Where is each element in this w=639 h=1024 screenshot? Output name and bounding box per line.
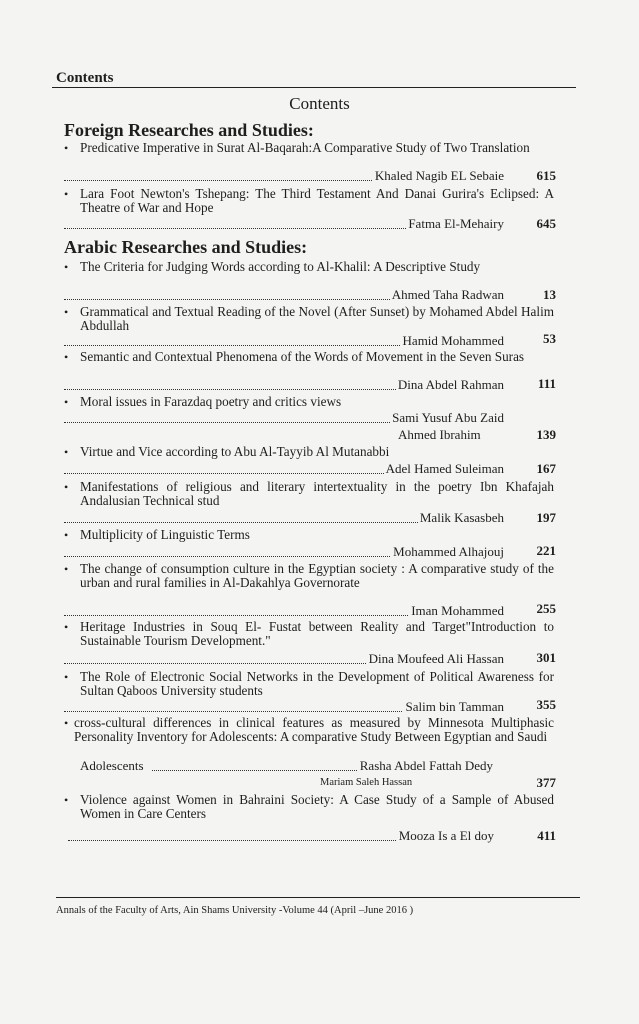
bullet-icon: • <box>64 187 69 201</box>
entry-author: Khaled Nagib EL Sebaie <box>374 168 504 183</box>
bullet-icon: • <box>64 716 69 730</box>
toc-entry <box>64 395 554 409</box>
entry-title: Virtue and Vice according to Abu Al-Tayyib Al Mutanabbi <box>80 444 390 459</box>
toc-entry <box>64 445 554 459</box>
entry-title: The Criteria for Judging Words according to Al-Khalil: A Descriptive Study <box>80 259 481 274</box>
toc-entry <box>64 350 554 364</box>
entry-page: 301 <box>536 650 556 665</box>
entry-page: 53 <box>543 331 556 346</box>
entry-author: Ahmed Taha Radwan <box>391 287 504 302</box>
toc-entry <box>64 260 554 274</box>
entry-second-author: Mariam Saleh Hassan <box>320 777 413 788</box>
header-rule <box>52 87 576 88</box>
section-heading-arabic: Arabic Researches and Studies: <box>64 237 308 257</box>
entry-author: Dina Abdel Rahman <box>397 377 504 392</box>
entry-author: Iman Mohammed <box>411 603 504 618</box>
entry-title: Manifestations of religious and literary intertextuality in the poetry Ibn Khafajah Andalusian Technical stud <box>80 479 554 508</box>
toc-entry <box>64 480 554 508</box>
entry-leader <box>64 216 504 231</box>
entry-page: 645 <box>536 216 556 231</box>
entry-page: 615 <box>536 168 556 183</box>
entry-author: Dina Moufeed Ali Hassan <box>368 651 504 666</box>
toc-entry <box>64 528 554 542</box>
bullet-icon: • <box>64 528 69 542</box>
entry-title: Predicative Imperative in Surat Al-Baqarah:A Comparative Study of Two Translation <box>80 140 530 155</box>
entry-leader <box>68 828 494 843</box>
entry-page: 411 <box>537 828 556 843</box>
bullet-icon: • <box>64 260 69 274</box>
entry-page: 355 <box>536 697 556 712</box>
entry-leader <box>64 461 504 476</box>
bullet-icon: • <box>64 445 69 459</box>
entry-page: 377 <box>536 775 556 790</box>
toc-entry <box>64 793 554 821</box>
entry-leader <box>64 410 504 425</box>
entry-title: Moral issues in Farazdaq poetry and critics views <box>80 394 342 409</box>
page-title: Contents <box>289 94 350 113</box>
entry-page: 111 <box>537 376 556 391</box>
entry-page: 197 <box>536 510 556 525</box>
entry-leader <box>64 168 504 183</box>
entry-author: Rasha Abdel Fattah Dedy <box>359 758 493 773</box>
entry-title: Grammatical and Textual Reading of the Novel (After Sunset) by Mohamed Abdel Halim Abdullah <box>80 304 554 333</box>
section-heading-foreign: Foreign Researches and Studies: <box>64 120 314 140</box>
entry-page: 167 <box>536 461 556 476</box>
entry-leader <box>80 758 493 773</box>
bullet-icon: • <box>64 305 69 319</box>
entry-author: Mohammed Alhajouj <box>393 544 504 559</box>
entry-author: Salim bin Tamman <box>405 699 504 714</box>
entry-title: cross-cultural differences in clinical features as measured by Minnesota Multiphasic Personality Inventory for Adolescents: A comparative Study Between Egyptian and Saudi <box>74 715 554 744</box>
bullet-icon: • <box>64 480 69 494</box>
entry-second-author: Ahmed Ibrahim <box>398 427 481 442</box>
entry-title: Heritage Industries in Souq El- Fustat between Reality and Target"Introduction to Sustainable Tourism Development." <box>80 619 554 648</box>
toc-entry <box>64 670 554 698</box>
entry-page: 139 <box>536 427 556 442</box>
entry-author: Adel Hamed Suleiman <box>385 461 504 476</box>
running-footer: Annals of the Faculty of Arts, Ain Shams University -Volume 44 (April –June 2016 ) <box>56 905 414 916</box>
entry-author: Mooza Is a El doy <box>398 828 494 843</box>
entry-page: 221 <box>536 543 556 558</box>
toc-entry <box>64 187 554 215</box>
entry-title: The change of consumption culture in the Egyptian society : A comparative study of the urban and rural families in Al-Dakahlya Governorate <box>80 561 554 590</box>
bullet-icon: • <box>64 395 69 409</box>
entry-leader <box>64 333 504 348</box>
toc-entry <box>64 141 554 155</box>
entry-page: 255 <box>536 601 556 616</box>
entry-title: Violence against Women in Bahraini Society: A Case Study of a Sample of Abused Women in Care Centers <box>80 792 554 821</box>
bullet-icon: • <box>64 350 69 364</box>
toc-entry <box>64 562 554 590</box>
entry-page: 13 <box>543 287 556 302</box>
entry-title: Semantic and Contextual Phenomena of the Words of Movement in the Seven Suras <box>80 349 525 364</box>
entry-leader <box>64 603 504 618</box>
toc-entry <box>64 620 554 648</box>
entry-author: Malik Kasasbeh <box>419 510 504 525</box>
toc-entry <box>64 305 554 333</box>
entry-leader <box>64 651 504 666</box>
entry-author: Sami Yusuf Abu Zaid <box>392 410 504 425</box>
entry-author: Hamid Mohammed <box>402 333 504 348</box>
bullet-icon: • <box>64 620 69 634</box>
entry-leader <box>64 544 504 559</box>
running-header: Contents <box>56 70 114 86</box>
footer-rule <box>56 897 580 898</box>
entry-leader <box>64 287 504 302</box>
entry-title: Multiplicity of Linguistic Terms <box>80 527 250 542</box>
bullet-icon: • <box>64 141 69 155</box>
entry-leader <box>64 510 504 525</box>
entry-adolescents: Adolescents <box>80 758 144 773</box>
bullet-icon: • <box>64 793 69 807</box>
entry-leader <box>64 377 504 392</box>
bullet-icon: • <box>64 670 69 684</box>
bullet-icon: • <box>64 562 69 576</box>
entry-leader <box>64 699 504 714</box>
entry-title: The Role of Electronic Social Networks in the Development of Political Awareness for Sultan Qaboos University students <box>80 669 554 698</box>
toc-entry <box>64 716 554 744</box>
entry-author: Fatma El-Mehairy <box>408 216 504 231</box>
entry-title: Lara Foot Newton's Tshepang: The Third Testament And Danai Gurira's Eclipsed: A Theatre of War and Hope <box>80 186 554 215</box>
